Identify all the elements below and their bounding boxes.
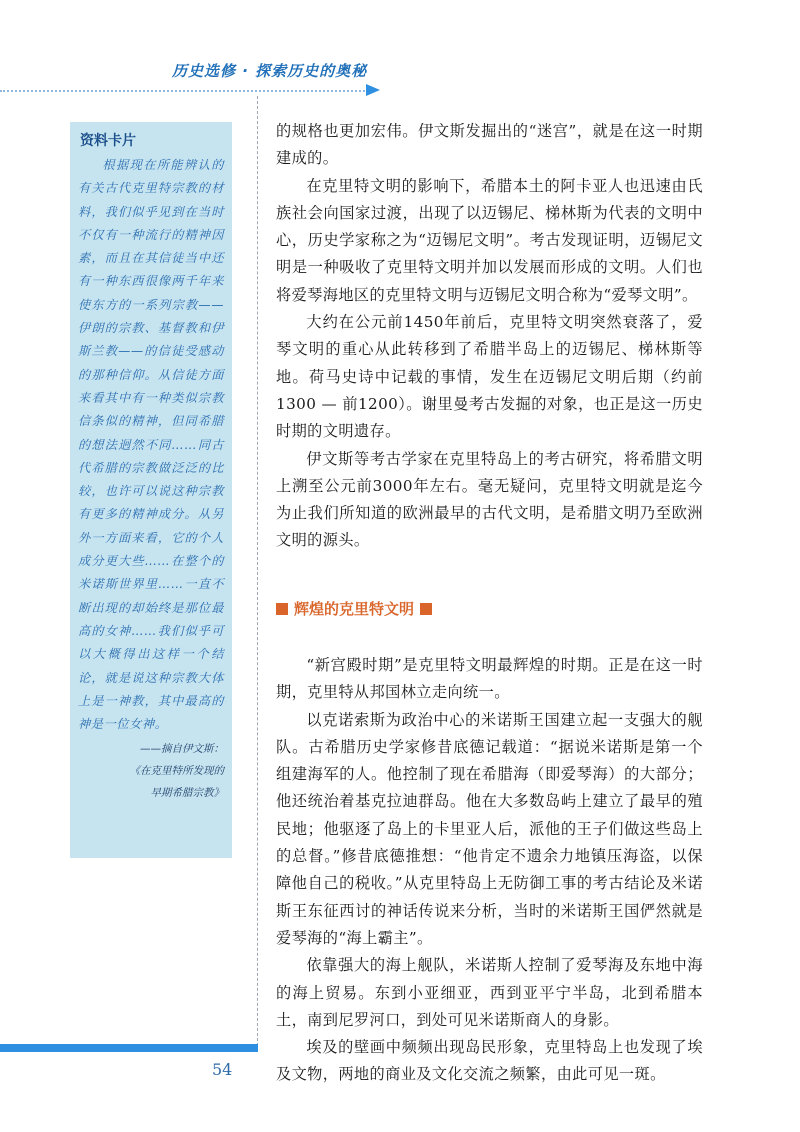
paragraph: 的规格也更加宏伟。伊文斯发掘出的“迷宫”，就是在这一时期建成的。 — [276, 122, 703, 168]
main-text-upper — [276, 118, 703, 555]
paragraph: 以克诺索斯为政治中心的米诺斯王国建立起一支强大的舰队。古希腊历史学家修昔底德记载道：“据说米诺斯是第一个组建海军的人。他控制了现在希腊海（即爱琴海）的大部分；他还统治着基克拉迪群岛。他在大多数岛屿上建立了最早的殖民地；他驱逐了岛上的卡里亚人后，派他的王子们做这些岛上的总督。”修昔底德推想：“他肯定不遗余力地镇压海盗，以保障他自己的税收。”从克里特岛上无防御工事的考古结论及米诺斯王东征西讨的神话传说来分析，当时的米诺斯王国俨然就是爱琴海的“海上霸主”。 — [276, 710, 703, 947]
source-line-1: ——摘自伊文斯： — [140, 743, 224, 756]
square-bullet-icon — [420, 603, 432, 615]
source-line-2: 《在克里特所发现的 — [129, 765, 224, 778]
resource-card-title: 资料卡片 — [80, 133, 136, 149]
paragraph: 依靠强大的海上舰队，米诺斯人控制了爱琴海及东地中海的海上贸易。东到小亚细亚，西到亚平宁半岛，北到希腊本土，南到尼罗河口，到处可见米诺斯商人的身影。 — [276, 956, 703, 1029]
paragraph: 大约在公元前1450年前后，克里特文明突然衰落了，爱琴文明的重心从此转移到了希腊半岛上的迈锡尼、梯林斯等地。荷马史诗中记载的事情，发生在迈锡尼文明后期（约前1300 — 前1200）。谢里曼考古发掘的对象，也正是这一历史时期的文明遗存。 — [276, 313, 703, 441]
header-title: 历史选修 · 探索历史的奥秘 — [172, 62, 368, 80]
square-bullet-icon — [276, 603, 288, 615]
paragraph: “新宫殿时期”是克里特文明最辉煌的时期。正是在这一时期，克里特从邦国林立走向统一。 — [276, 656, 703, 702]
header-dotted-rule — [0, 90, 368, 92]
header-arrow-icon — [366, 84, 380, 96]
paragraph: 伊文斯等考古学家在克里特岛上的考古研究，将希腊文明上溯至公元前3000年左右。毫无疑问，克里特文明就是迄今为止我们所知道的欧洲最早的古代文明，是希腊文明乃至欧洲文明的源头。 — [276, 449, 703, 550]
source-line-3: 早期希腊宗教》 — [150, 787, 224, 800]
footer-bar — [0, 1044, 258, 1052]
main-text-lower — [276, 652, 703, 1089]
section-heading — [276, 598, 703, 619]
column-divider — [257, 96, 258, 1046]
paragraph: 埃及的壁画中频频出现岛民形象，克里特岛上也发现了埃及文物，两地的商业及文化交流之频繁，由此可见一斑。 — [276, 1038, 703, 1084]
resource-card-source — [78, 738, 224, 804]
section-heading-text: 辉煌的克里特文明 — [294, 600, 415, 618]
resource-card-body: 根据现在所能辨认的有关古代克里特宗教的材料，我们似乎见到在当时不仅有一种流行的精神因素，而且在其信徒当中还有一种东西很像两千年来使东方的一系列宗教——伊朗的宗教、基督教和伊斯兰教——的信徒受感动的那种信仰。从信徒方面来看其中有一种类似宗教信条似的精神，但同希腊的想法迥然不同……同古代希腊的宗教做泛泛的比较，也许可以说这种宗教有更多的精神成分。从另外一方面来看，它的个人成分更大些……在整个的米诺斯世界里……一直不断出现的却始终是那位最高的女神……我们似乎可以大概得出这样一个结论，就是说这种宗教大体上是一神教，其中最高的神是一位女神。 — [78, 158, 224, 732]
resource-card — [70, 122, 232, 858]
paragraph: 在克里特文明的影响下，希腊本土的阿卡亚人也迅速由氏族社会向国家过渡，出现了以迈锡尼、梯林斯为代表的文明中心，历史学家称之为“迈锡尼文明”。考古发现证明，迈锡尼文明是一种吸收了克里特文明并加以发展而形成的文明。人们也将爱琴海地区的克里特文明与迈锡尼文明合称为“爱琴文明”。 — [276, 176, 703, 304]
page-number: 54 — [212, 1060, 233, 1079]
